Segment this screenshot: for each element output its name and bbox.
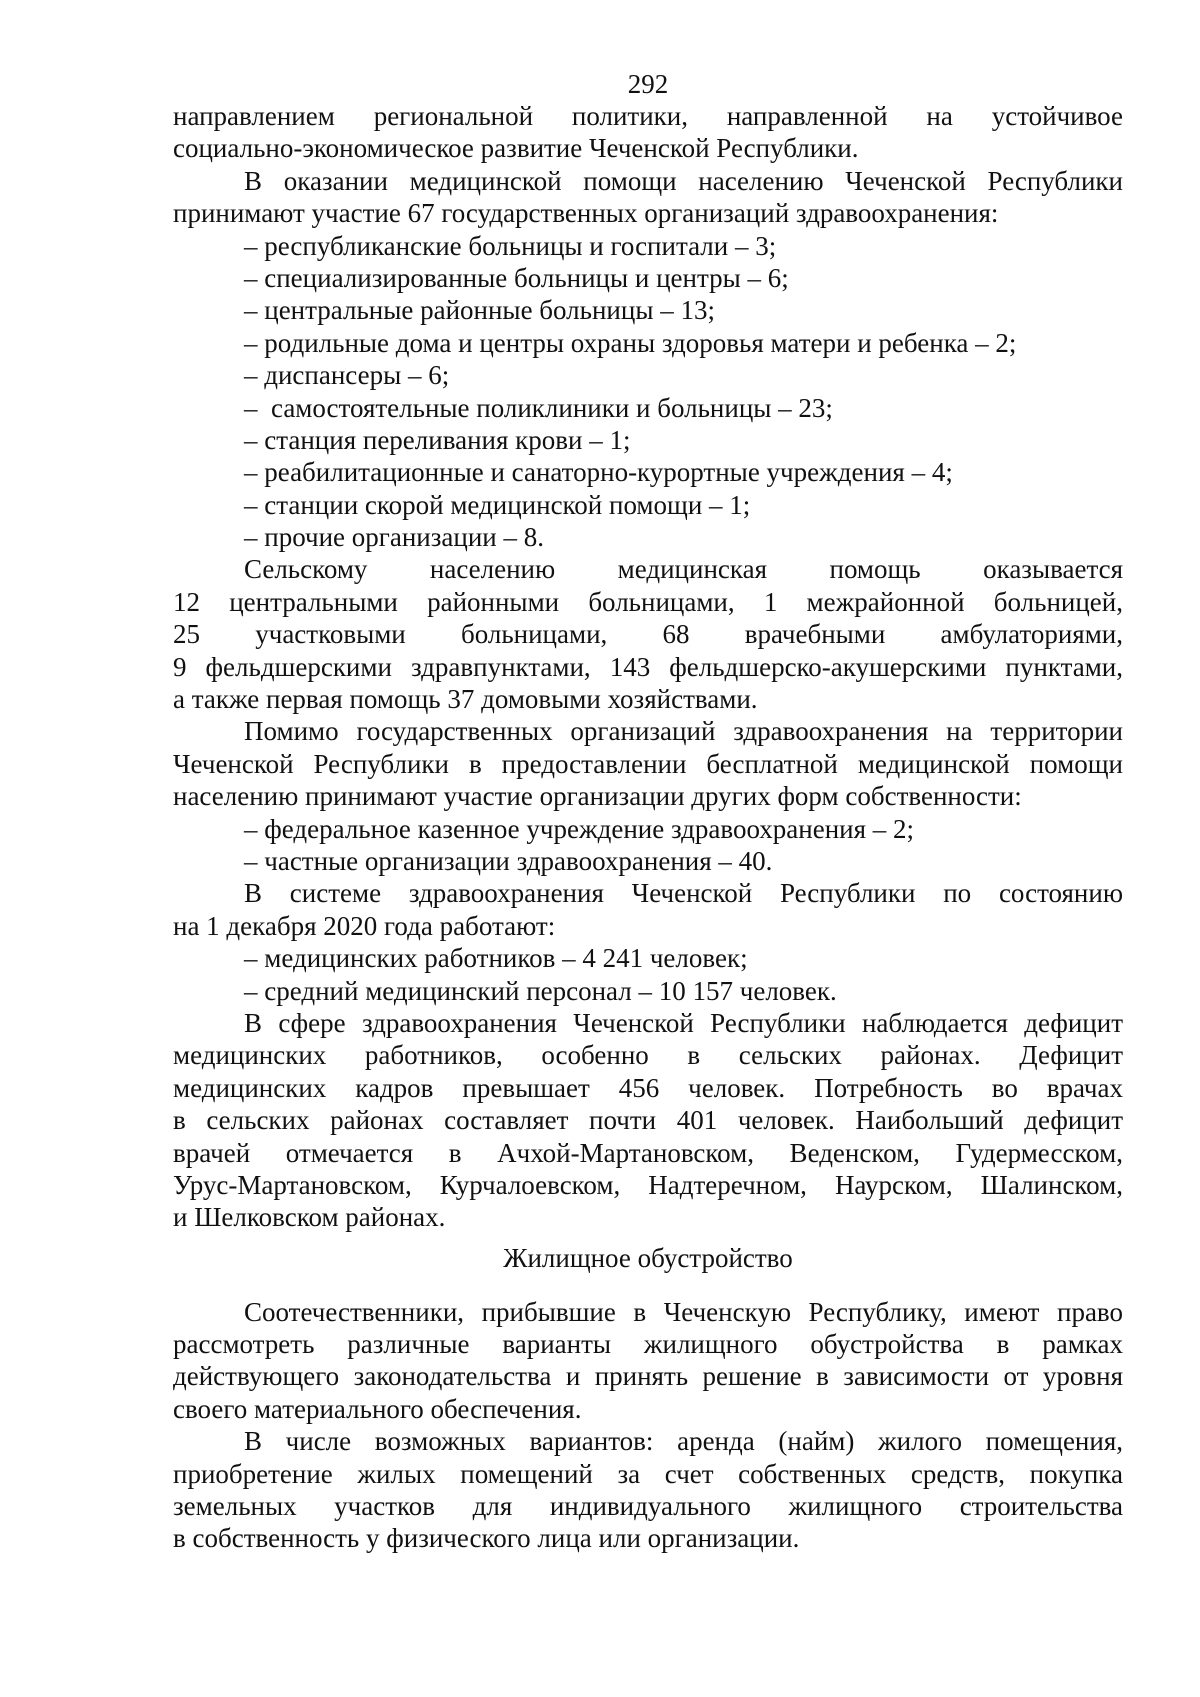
text-line: Помимо государственных организаций здравоохранения на территории bbox=[244, 716, 1123, 747]
text-line: В числе возможных вариантов: аренда (найм) жилого помещения, bbox=[244, 1426, 1123, 1457]
list-item: – специализированные больницы и центры – 6; bbox=[244, 262, 789, 293]
list-item: – станция переливания крови – 1; bbox=[244, 424, 631, 455]
list-item: – диспансеры – 6; bbox=[244, 360, 450, 391]
text-line: в сельских районах составляет почти 401 человек. Наибольший дефицит bbox=[173, 1105, 1123, 1136]
list-item: – республиканские больницы и госпитали – 3; bbox=[244, 230, 777, 261]
text-line: направлением региональной политики, направленной на устойчивое bbox=[173, 101, 1123, 131]
text-line: Сельскому населению медицинская помощь оказывается bbox=[244, 554, 1123, 585]
list-item: – самостоятельные поликлиники и больницы – 23; bbox=[244, 392, 833, 423]
paragraph-regional-policy bbox=[173, 100, 1123, 165]
text-line: 12 центральными районными больницами, 1 межрайонной больницей, bbox=[173, 586, 1123, 617]
list-item: – центральные районные больницы – 13; bbox=[244, 295, 715, 326]
spacer bbox=[173, 1284, 1123, 1296]
text-line: земельных участков для индивидуального жилищного строительства bbox=[173, 1491, 1123, 1522]
text-line: действующего законодательства и принять решение в зависимости от уровня bbox=[173, 1361, 1123, 1392]
section-heading: Жилищное обустройство bbox=[503, 1242, 793, 1273]
text-line: социально-экономическое развитие Чеченской Республики. bbox=[173, 133, 859, 164]
paragraph-staff-deficit bbox=[173, 1007, 1123, 1234]
text-line: на 1 декабря 2020 года работают: bbox=[173, 910, 556, 941]
paragraph-rural-care bbox=[173, 553, 1123, 715]
text-line: В оказании медицинской помощи населению Чеченской Республики bbox=[244, 165, 1123, 196]
page-number: 292 bbox=[627, 69, 669, 99]
text-line: В системе здравоохранения Чеченской Республики по состоянию bbox=[244, 878, 1123, 909]
paragraph-housing-options bbox=[173, 1296, 1123, 1426]
text-line: В сфере здравоохранения Чеченской Республики наблюдается дефицит bbox=[244, 1007, 1123, 1038]
list-item: – реабилитационные и санаторно-курортные учреждения – 4; bbox=[244, 457, 953, 488]
text-line: своего материального обеспечения. bbox=[173, 1393, 582, 1424]
paragraph-staff-status bbox=[173, 877, 1123, 942]
text-line: Чеченской Республики в предоставлении бесплатной медицинской помощи bbox=[173, 748, 1123, 779]
text-line: принимают участие 67 государственных организаций здравоохранения: bbox=[173, 198, 999, 229]
text-line: рассмотреть различные варианты жилищного обустройства в рамках bbox=[173, 1329, 1123, 1360]
list-staff bbox=[173, 942, 1123, 1007]
text-line: в собственность у физического лица или организации. bbox=[173, 1523, 800, 1554]
paragraph-other-ownership bbox=[173, 715, 1123, 812]
list-item: – федеральное казенное учреждение здравоохранения – 2; bbox=[244, 813, 915, 844]
text-line: Соотечественники, прибывшие в Чеченскую Республику, имеют право bbox=[244, 1296, 1123, 1327]
text-line: медицинских кадров превышает 456 человек. Потребность во врачах bbox=[173, 1072, 1123, 1103]
text-line: а также первая помощь 37 домовыми хозяйствами. bbox=[173, 684, 758, 715]
text-line: и Шелковском районах. bbox=[173, 1202, 446, 1233]
list-item: – прочие организации – 8. bbox=[244, 522, 544, 553]
list-item: – медицинских работников – 4 241 человек; bbox=[244, 943, 748, 974]
list-other-organizations bbox=[173, 813, 1123, 878]
list-state-organizations bbox=[173, 230, 1123, 554]
list-item: – родильные дома и центры охраны здоровья матери и ребенка – 2; bbox=[244, 327, 1017, 358]
text-line: населению принимают участие организации других форм собственности: bbox=[173, 781, 1022, 812]
paragraph-medical-organizations bbox=[173, 165, 1123, 230]
text-line: Урус-Мартановском, Курчалоевском, Надтеречном, Наурском, Шалинском, bbox=[173, 1169, 1123, 1200]
text-line: 9 фельдшерскими здравпунктами, 143 фельдшерско-акушерскими пунктами, bbox=[173, 651, 1123, 682]
list-item: – средний медицинский персонал – 10 157 человек. bbox=[244, 975, 837, 1006]
text-line: врачей отмечается в Ачхой-Мартановском, Веденском, Гудермесском, bbox=[173, 1137, 1123, 1168]
list-item: – станции скорой медицинской помощи – 1; bbox=[244, 489, 751, 520]
text-line: медицинских работников, особенно в сельских районах. Дефицит bbox=[173, 1040, 1123, 1071]
text-line: приобретение жилых помещений за счет собственных средств, покупка bbox=[173, 1458, 1123, 1489]
document-page bbox=[173, 68, 1123, 1555]
list-item: – частные организации здравоохранения – 40. bbox=[244, 845, 773, 876]
text-line: 25 участковыми больницами, 68 врачебными амбулаториями, bbox=[173, 619, 1123, 650]
paragraph-housing-variants bbox=[173, 1425, 1123, 1555]
